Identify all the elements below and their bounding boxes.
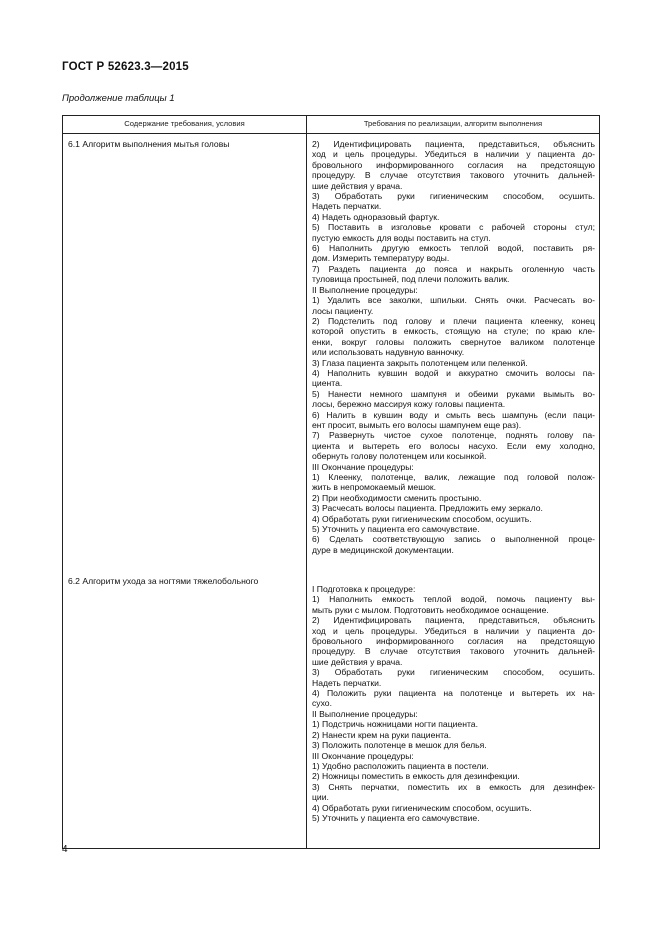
requirement-line: обернуть голову полотенцем или косынкой. xyxy=(312,451,487,462)
requirement-line: 4) Обработать руки гигиеническим способом, осушить. xyxy=(312,513,532,524)
requirement-line: 2) Ножницы поместить в емкость для дезинфекции. xyxy=(312,771,520,782)
requirement-line: 7) Развернуть чистое сухое полотенце, поднять голову па- xyxy=(312,430,595,441)
standard-title: ГОСТ Р 52623.3—2015 xyxy=(62,61,189,73)
requirement-line: ход и цель процедуры. Убедиться в наличии у пациента до- xyxy=(312,149,595,160)
requirement-line: 3) Расчесать волосы пациента. Предложить ему зеркало. xyxy=(312,503,543,514)
requirement-line: I Подготовка к процедуре: xyxy=(312,584,416,594)
requirement-line: 4) Обработать руки гигиеническим способом, осушить. xyxy=(312,802,532,813)
table-row xyxy=(63,570,600,849)
requirement-line: туловища простыней, под плечи положить валик. xyxy=(312,274,510,285)
requirement-line: бровольного информированного согласия на предстоящую xyxy=(312,159,595,170)
requirement-line: енки, вокруг головы положить свернутое валиком полотенце xyxy=(312,336,595,347)
requirement-line: процедуру. В случае отсутствия такового уточнить дальней- xyxy=(312,646,595,657)
table-row xyxy=(63,134,600,571)
requirements-table xyxy=(62,115,600,849)
requirement-line: 2) При необходимости сменить простыню. xyxy=(312,492,482,503)
requirement-line: пустую емкость для воды поставить на стул. xyxy=(312,232,491,243)
requirement-line: которой опустить в емкость, стоящую на стуле; по краю кле- xyxy=(312,326,595,337)
requirement-line: 4) Положить руки пациента на полотенце и вытереть их на- xyxy=(312,688,595,699)
requirement-line: жить в непромокаемый мешок. xyxy=(312,482,437,493)
requirement-line: II Выполнение процедуры: xyxy=(312,284,418,295)
requirement-line: 6) Сделать соответствующую запись о выполненной проце- xyxy=(312,534,595,545)
requirement-line: 2) Нанести крем на руки пациента. xyxy=(312,729,452,740)
requirement-line: дом. Измерить температуру воды. xyxy=(312,253,450,264)
requirement-line: 6) Наполнить другую емкость теплой водой, поставить ря- xyxy=(312,243,595,254)
requirement-line: 3) Обработать руки гигиеническим способом, осушить. xyxy=(312,191,595,202)
requirement-line: мыть руки с мылом. Подготовить необходимое оснащение. xyxy=(312,604,549,615)
requirement-line: дуре в медицинской документации. xyxy=(312,544,454,555)
requirement-line: шие действия у врача. xyxy=(312,656,403,667)
requirement-line: 1) Удалить все заколки, шпильки. Снять очки. Расчесать во- xyxy=(312,295,595,306)
requirement-line: 5) Нанести немного шампуня и обеими руками вымыть во- xyxy=(312,388,595,399)
requirement-line: Надеть перчатки. xyxy=(312,677,382,688)
requirements-text xyxy=(307,570,599,823)
page-number: 4 xyxy=(62,844,68,855)
requirement-line: 1) Клеенку, полотенце, валик, лежащие под головой полож- xyxy=(312,472,595,482)
requirement-line: ции. xyxy=(312,792,329,803)
requirement-line: лосы пациенту. xyxy=(312,305,374,316)
requirement-line: 1) Подстричь ножницами ногти пациента. xyxy=(312,719,478,730)
requirement-line: шие действия у врача. xyxy=(312,180,403,191)
requirement-line: процедуру. В случае отсутствия такового уточнить дальней- xyxy=(312,170,595,181)
condition-text: 6.2 Алгоритм ухода за ногтями тяжелобольного xyxy=(68,576,259,586)
requirements-cell xyxy=(307,570,600,849)
requirement-line: 5) Поставить в изголовье кровати с рабочей стороны стул; xyxy=(312,222,595,233)
requirement-line: III Окончание процедуры: xyxy=(312,461,414,472)
column-header-condition: Содержание требования, условия xyxy=(63,116,307,134)
requirement-line: 2) Подстелить под голову и плечи пациента клеенку, конец xyxy=(312,315,595,326)
requirement-line: 3) Глаза пациента закрыть полотенцем или пеленкой. xyxy=(312,357,528,368)
table-continuation-note: Продолжение таблицы 1 xyxy=(62,93,175,104)
requirement-line: III Окончание процедуры: xyxy=(312,750,414,761)
requirement-line: ход и цель процедуры. Убедиться в наличии у пациента до- xyxy=(312,625,595,636)
requirement-line: циента и вытереть его волосы насухо. Если ему холодно, xyxy=(312,440,595,451)
requirement-line: 2) Идентифицировать пациента, представиться, объяснить xyxy=(312,139,595,149)
requirement-line: 5) Уточнить у пациента его самочувствие. xyxy=(312,812,480,823)
requirement-line: 4) Надеть одноразовый фартук. xyxy=(312,211,440,222)
requirement-line: II Выполнение процедуры: xyxy=(312,708,418,719)
requirement-line: 4) Наполнить кувшин водой и аккуратно смочить волосы па- xyxy=(312,367,595,378)
condition-cell xyxy=(63,134,307,571)
requirement-line: 3) Снять перчатки, поместить их в емкость для дезинфек- xyxy=(312,781,595,792)
requirement-line: 1) Удобно расположить пациента в постели. xyxy=(312,760,489,771)
requirement-line: 6) Налить в кувшин воду и смыть весь шампунь (если паци- xyxy=(312,409,595,420)
requirement-line: 3) Положить полотенце в мешок для белья. xyxy=(312,740,487,751)
requirement-line: 2) Идентифицировать пациента, представиться, объяснить xyxy=(312,615,595,626)
requirement-line: или использовать надувную ванночку. xyxy=(312,347,465,358)
requirements-text xyxy=(307,134,599,555)
requirements-cell xyxy=(307,134,600,571)
condition-text: 6.1 Алгоритм выполнения мытья головы xyxy=(68,139,230,149)
condition-cell xyxy=(63,570,307,849)
column-header-requirements: Требования по реализации, алгоритм выполнения xyxy=(307,116,600,134)
requirement-line: ент просит, вымыть его волосы шампунем еще раз). xyxy=(312,419,522,430)
requirement-line: циента. xyxy=(312,378,343,389)
requirement-line: 3) Обработать руки гигиеническим способом, осушить. xyxy=(312,667,595,678)
requirement-line: Надеть перчатки. xyxy=(312,201,382,212)
requirement-line: сухо. xyxy=(312,698,332,709)
requirement-line: 1) Наполнить емкость теплой водой, помочь пациенту вы- xyxy=(312,594,595,605)
table-header-row xyxy=(63,116,600,134)
requirement-line: 5) Уточнить у пациента его самочувствие. xyxy=(312,524,480,535)
requirement-line: 7) Раздеть пациента до пояса и накрыть оголенную часть xyxy=(312,263,595,274)
requirement-line: лосы, бережно массируя кожу головы пациента. xyxy=(312,399,506,410)
requirement-line: бровольного информированного согласия на предстоящую xyxy=(312,636,595,647)
